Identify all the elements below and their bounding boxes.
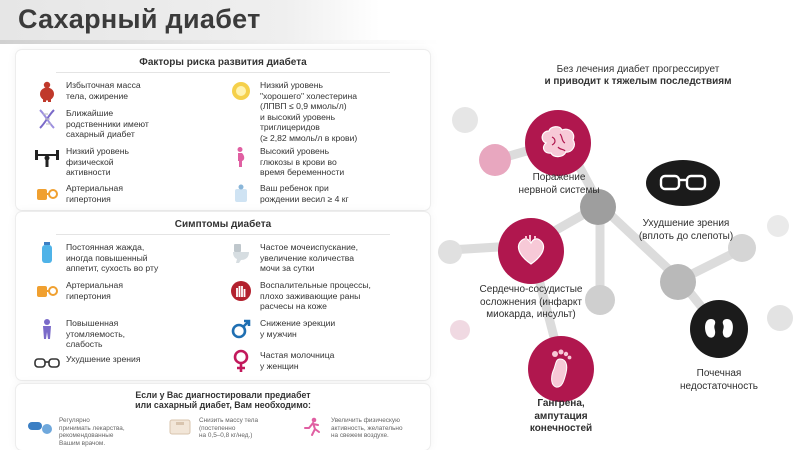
complication-label-gangrene: Гангрена, ампутация конечностей — [529, 398, 593, 434]
risk-text: Ваш ребенок при рождении весил ≥ 4 кг — [260, 183, 349, 204]
symptom-text: Ухудшение зрения — [66, 354, 141, 364]
complication-label-cardio: Сердечно-сосудистые осложнения (инфаркт миокарда, инсульт) — [479, 284, 583, 320]
symptom-text: Воспалительные процессы, плохо заживающие раны расчесы на коже — [260, 280, 371, 312]
symptom-text: Частая молочница у женщин — [260, 350, 335, 371]
complication-label-nervous: Поражение нервной системы — [518, 172, 600, 196]
risk-text: Артериальная гипертония — [66, 183, 123, 204]
kidneys-icon — [702, 316, 736, 342]
page-title: Сахарный диабет — [18, 4, 261, 34]
risk-text: Избыточная масса тела, ожирение — [66, 80, 141, 101]
symptom-text: Снижение эрекции у мужчин — [260, 318, 336, 339]
kidneys-circle — [690, 300, 748, 358]
risk-factors-heading: Факторы риска развития диабета — [139, 57, 307, 68]
heart-icon — [514, 234, 548, 268]
brain-circle — [525, 110, 591, 176]
symptoms-heading: Симптомы диабета — [174, 219, 272, 230]
complications-heading-line2: и приводит к тяжелым последствиям — [544, 76, 732, 87]
symptom-text: Постоянная жажда, иногда повышенный аппетит, сухость во рту — [66, 242, 159, 274]
risk-text: Ближайшие родственники имеют сахарный диабет — [66, 108, 149, 140]
actions-heading: Если у Вас диагностировали предиабет или сахарный диабет, Вам необходимо: — [135, 390, 311, 410]
action-text: Увеличить физическую активность, желательно на свежем воздухе. — [331, 417, 403, 440]
foot-icon — [546, 349, 576, 389]
action-text: Снизить массу тела (постепенно на 0,5–0,8 кг/нед.) — [199, 417, 259, 440]
symptom-text: Частое мочеиспускание, увеличение количества мочи за сутки — [260, 242, 359, 274]
symptom-text: Повышенная утомляемость, слабость — [66, 318, 126, 350]
risk-text: Низкий уровень физической активности — [66, 146, 129, 178]
foot-circle — [528, 336, 594, 402]
vision-circle — [646, 160, 720, 206]
complication-label-kidneys: Почечная недостаточность — [680, 368, 758, 392]
heart-circle — [498, 218, 564, 284]
glasses-icon — [658, 173, 708, 193]
action-text: Регулярно принимать лекарства, рекомендованные Вашим врачом. — [59, 417, 125, 447]
complication-label-vision: Ухудшение зрения (вплоть до слепоты) — [638, 218, 734, 242]
risk-text: Высокий уровень глюкозы в крови во время беременности — [260, 146, 345, 178]
brain-icon — [538, 125, 578, 161]
symptom-text: Артериальная гипертония — [66, 280, 123, 301]
complications-heading-line1: Без лечения диабет прогрессирует — [556, 64, 720, 75]
risk-text: Низкий уровень "хорошего" холестерина (ЛПВП ≤ 0,9 ммоль/л) и высокий уровень триглицеридов (≥ 2,82 ммоль/л в крови) — [260, 80, 358, 143]
